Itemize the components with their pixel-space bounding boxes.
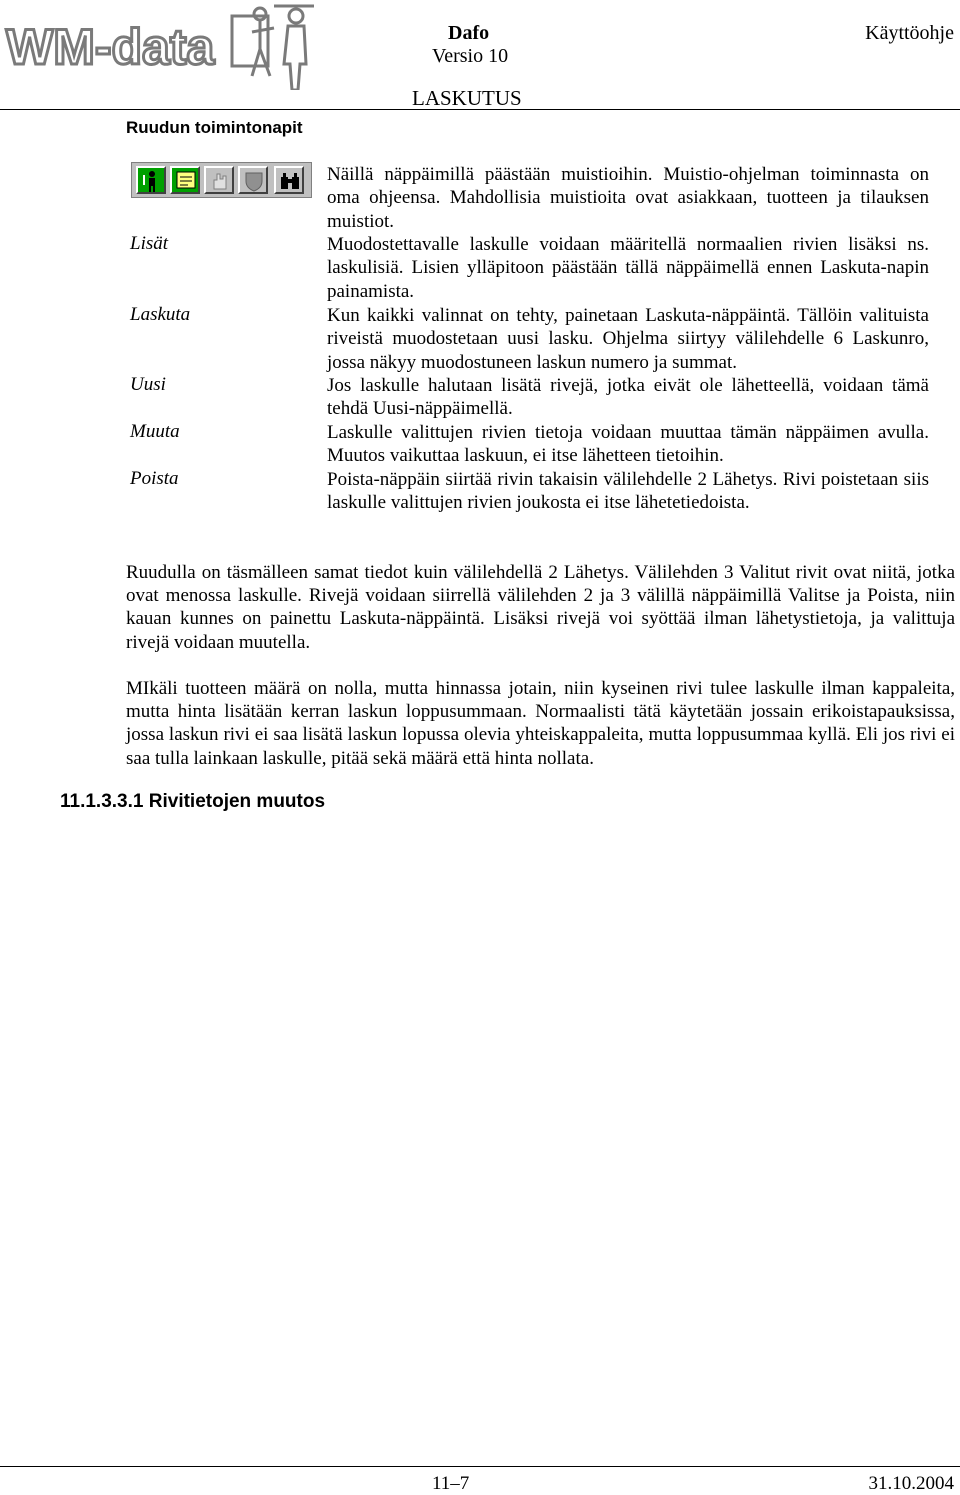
hand-icon [204, 166, 234, 194]
section-title: LASKUTUS [412, 86, 522, 110]
body-paragraph-1: Ruudulla on täsmälleen samat tiedot kuin välilehdellä 2 Lähetys. Välilehden 3 Valitut rivit ovat niitä, jotka ovat menossa laskulle. Rivejä voidaan siirrellä välilehden 2 ja 3 välillä näppäimillä Valitse ja Poista, niin kauan kunnes on painettu Laskuta-näppäintä. Lisäksi rivejä voi syöttää ilman lähetystietoja, ja valittuja rivejä voidaan muutella. [126, 562, 955, 653]
subsection-heading: 11.1.3.3.1 Rivitietojen muutos [60, 791, 326, 812]
shield-icon [238, 166, 268, 194]
header-divider [0, 109, 960, 110]
document-version: Versio 10 [432, 45, 509, 67]
wm-data-logo [4, 4, 322, 90]
document-type: Käyttöohje [865, 22, 954, 44]
document-title: Dafo [448, 22, 490, 44]
toolbar-image [131, 162, 312, 198]
note-icon [170, 166, 200, 194]
term-uusi: Uusi [130, 374, 166, 395]
term-poista: Poista [130, 468, 179, 489]
term-muuta: Muuta [130, 421, 180, 442]
binoculars-icon [274, 166, 304, 194]
logo-text: WM-data [6, 19, 215, 75]
footer-divider [0, 1466, 960, 1467]
logo-graphic [4, 4, 322, 90]
desc-laskuta: Kun kaikki valinnat on tehty, painetaan Laskuta-näppäintä. Tällöin valituista riveistä muodostetaan uusi lasku. Ohjelma siirtyy välilehdelle 6 Laskunro, jossa näkyy muodostuneen laskun numero ja summat. [327, 305, 929, 373]
term-lisat: Lisät [130, 233, 169, 254]
term-laskuta: Laskuta [130, 304, 191, 325]
footer-date: 31.10.2004 [868, 1473, 954, 1494]
person-icon [136, 166, 166, 194]
desc-lisat: Muodostettavalle laskulle voidaan määritellä normaalien rivien lisäksi ns. laskulisiä. Lisien ylläpitoon päästään tällä näppäimellä ennen Laskuta-napin painamista. [327, 234, 929, 302]
desc-poista: Poista-näppäin siirtää rivin takaisin välilehdelle 2 Lähetys. Rivi poistetaan siis laskulle valittujen rivien joukosta ei itse lähetetiedoista. [327, 469, 929, 514]
page-number: 11–7 [432, 1473, 470, 1494]
body-paragraph-2: MIkäli tuotteen määrä on nolla, mutta hinnassa jotain, niin kyseinen rivi tulee laskulle ilman kappaleita, mutta hinta lisätään kerran laskun loppusummaan. Normaalisti tätä käytetään jossain erikoistapauksissa, jossa laskun rivi ei saa lisätä laskun lopussa olevia yhteiskappaleita, mutta loppusummaa kyllä. Eli jos rivi ei saa tulla lainkaan laskulle, pitää sekä määrä että hinta nollata. [126, 678, 955, 769]
desc-muuta: Laskulle valittujen rivien tietoja voidaan muuttaa tämän näppäimen avulla. Muutos vaikuttaa laskuun, ei itse lähetteen tietoihin. [327, 422, 929, 467]
desc-uusi: Jos laskulle halutaan lisätä rivejä, jotka eivät ole lähetteellä, voidaan tämä tehdä Uusi-näppäimellä. [327, 375, 929, 420]
toolbar-description: Näillä näppäimillä päästään muistioihin. Muistio-ohjelman toiminnasta on oma ohjeensa. Mahdollisia muistioita ovat asiakkaan, tuotteen ja tilauksen muistiot. [327, 164, 929, 232]
section-heading: Ruudun toimintonapit [126, 118, 303, 137]
